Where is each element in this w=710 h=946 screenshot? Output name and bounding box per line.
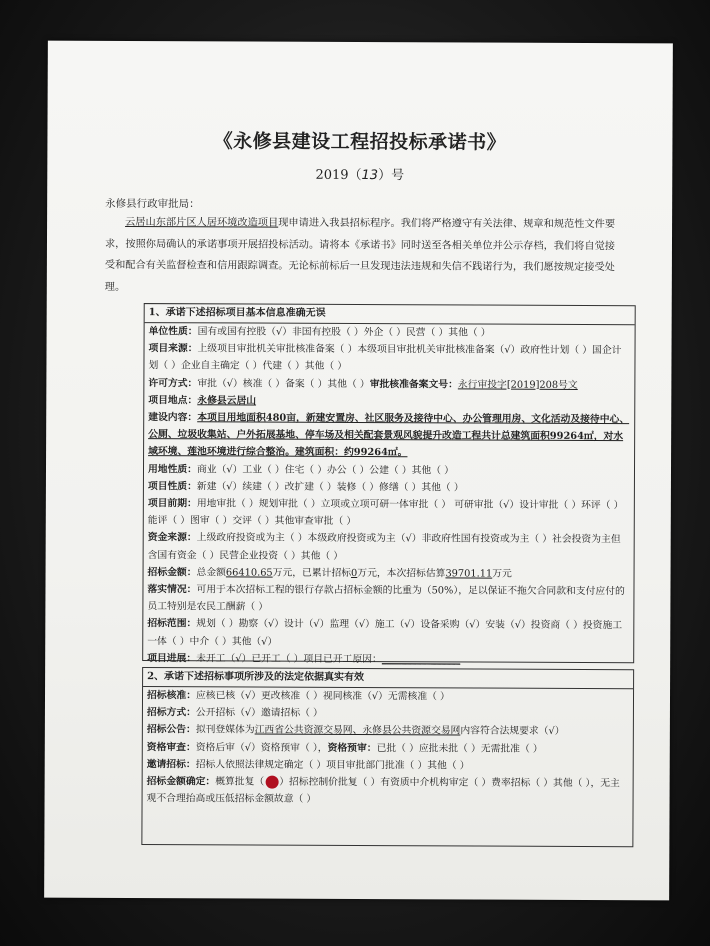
section-basic-info: [142, 303, 636, 666]
row-bid-approval: 招标核准：应核已核（√）更改核准（ ）视同核准（√）无需核准（ ）: [146, 690, 450, 703]
row-license-method: 许可方式：审批（√）核准（ ）备案（ ）其他（ ）审批核准备案文号：永行审投字[2019]208号文: [148, 377, 578, 391]
section-heading: 2、承诺下述招标事项所涉及的法定依据真实有效: [143, 668, 633, 689]
row-unit-nature: 单位性质：国有或国有控股（√）非国有控股（ ）外企（ ）民营（ ）其他（ ）: [148, 326, 491, 339]
row-amount-determination: 招标金额确定：概算批复（ ）招标控制价批复（ ）有资质中介机构审定（ ）费率招标（ ）其他（ ），无主观不合理抬高或压低招标金额故意（ ）: [146, 776, 620, 806]
row-project-location: 项目地点：永修县云居山: [148, 394, 257, 407]
row-fund-source: 资金来源：上级政府投资或为主（ ）本级政府投资或为主（√）非政府性国有投资或为主（ ）社会投资为主但含国有资金（ ）民营企业投资（ ）其他（ ）: [147, 532, 621, 562]
row-invite-bid: 邀请招标：招标人依照法律规定确定（ ）项目审批部门批准（ ）其他（ ）: [146, 758, 470, 772]
intro-paragraph: 云居山东部片区人居环境改造项目现申请进入我县招标程序。我们将严格遵守有关法律、规章和规范性文件要求，按照你局确认的承诺事项开展招投标活动。请将本《承诺书》同时送至各相关单位并公示存档，我们将自觉接受和配合有关监督检查和信用跟踪调查。无论标前标后一旦发现违法违规和失信不践诺行为，我们愿按规定接受处理。: [104, 216, 616, 294]
document-number: 2019（13）号: [315, 167, 405, 184]
row-bid-scope: 招标范围：规划（ ）勘察（√）设计（√）监理（√）施工（√）设备采购（√）安装（√）投资商（ ）投资施工一体（ ）中介（ ）其他（√）: [147, 618, 623, 648]
addressee: 永修县行政审批局：: [105, 197, 200, 211]
row-bid-amount: 招标金额：总金额66410.65万元，已累计招标0万元，本次招标估算39701.11万元: [147, 566, 512, 580]
section-heading: 1、承诺下述招标项目基本信息准确无误: [145, 304, 635, 325]
section-legal-basis: [141, 667, 634, 847]
document-page: [44, 41, 673, 901]
row-fund-status: 落实情况：可用于本次招标工程的银行存款占招标金额的比重为（50%），足以保证不拖欠合同款和支付应付的员工特别是农民工酬薪（ ）: [147, 584, 625, 613]
row-bid-notice: 招标公告：拟刊登媒体为江西省公共资源交易网、永修县公共资源交易网内容符合法规要求（√）: [146, 724, 565, 738]
intro-project-name: 云居山东部片区人居环境改造项目: [125, 216, 279, 229]
row-land-use: 用地性质：商业（√）工业（ ）住宅（ ）办公（ ）公建（ ）其他（ ）: [147, 463, 454, 477]
document-title: 《永修县建设工程招投标承诺书》: [213, 130, 507, 154]
row-project-source: 项目来源：上级项目审批机关审批核准备案（ ）本级项目审批机关审批核准备案（√）政府性计划（ ）国企计划（ ）企业自主确定（ ）代建（ ）其他（ ）: [148, 343, 622, 373]
row-qualification: 资格审查：资格后审（√）资格预审（ ），资格预审：已批（ ）应批未批（ ）无需批准（ ）: [146, 741, 543, 755]
row-bid-method: 招标方式：公开招标（√）邀请招标（ ）: [146, 707, 323, 720]
red-seal-mark: [265, 776, 278, 789]
row-project-nature: 项目性质：新建（√）续建（ ）改扩建（ ）装修（ ）修缮（ ）其他（ ）: [147, 480, 464, 494]
row-construction-content: 建设内容：本项目用地面积480亩，新建安置房、社区服务及接待中心、办公管理用房、文化活动及接待中心、公厕、垃圾收集站、户外拓展基地、停车场及相关配套景观风貌提升改造工程共计总建筑面积99264㎡，对水域环境、莲池环境进行综合整治。建筑面积：约99264㎡。: [148, 412, 630, 459]
row-progress: 项目进展：未开工（√）已开工（ ）项目已开工原因：________________: [147, 652, 461, 666]
row-preliminary: 项目前期：用地审批（ ）规划审批（ ）立项或立项可研一体审批（ ） 可研审批（√）设计审批（ ）环评（ ）能评（ ）图审（ ）交评（ ）其他审查审批（ ）: [147, 498, 624, 528]
handwritten-number: 13: [361, 168, 379, 184]
